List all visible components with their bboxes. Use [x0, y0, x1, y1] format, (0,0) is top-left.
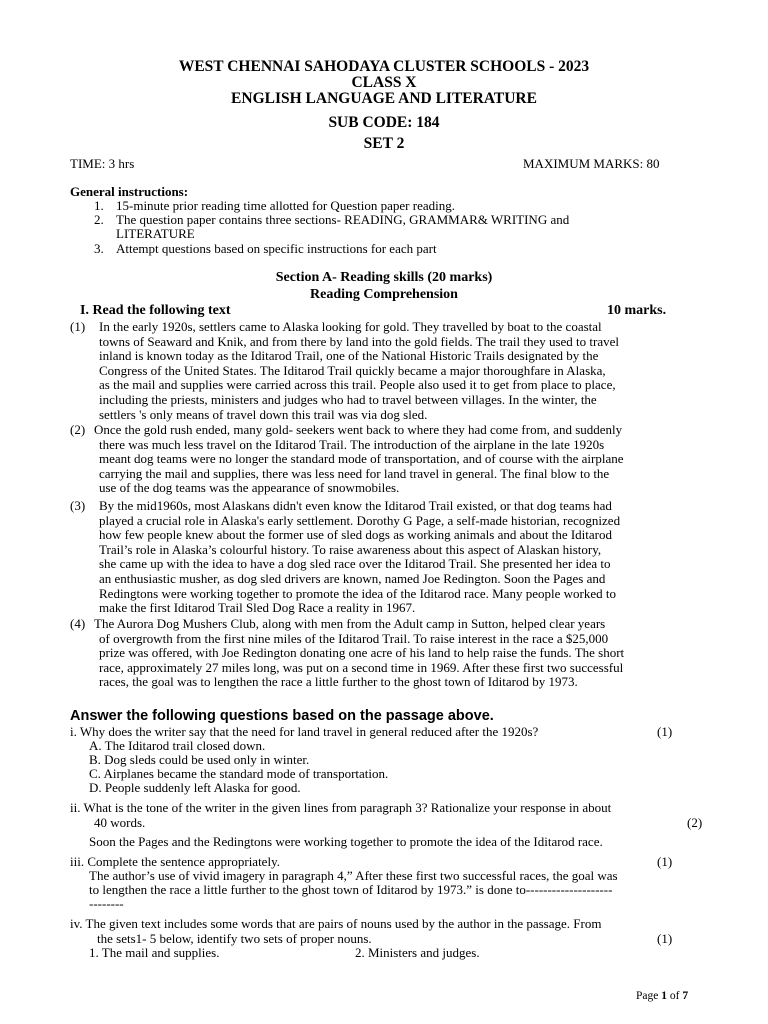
instruction-text: Attempt questions based on specific instructions for each part [116, 241, 437, 256]
instruction-number: 3. [94, 241, 104, 256]
question-iii-sentence: The author’s use of vivid imagery in paragraph 4,” After these first two successful races, the goal was [89, 868, 618, 883]
instruction-number: 1. [94, 198, 104, 213]
page-prefix: Page [636, 990, 659, 1002]
passage-line: an enthusiastic musher, as dog sled drivers are known, named Joe Redington. Soon the Pages and [99, 571, 606, 586]
instruction-item-2 [94, 212, 570, 228]
section-subtitle: Reading Comprehension [310, 287, 458, 302]
question-iv-continued: the sets1- 5 below, identify two sets of proper nouns. [97, 931, 372, 946]
question-ii-continued: 40 words. [94, 815, 146, 830]
passage-line: settlers 's only means of travel down this trail was via dog sled. [99, 406, 428, 422]
passage-line: as the mail and supplies were carried across this trail. People also used it to get from place to place, [99, 377, 616, 393]
subject-title: ENGLISH LANGUAGE AND LITERATURE [231, 90, 537, 107]
question-i-option-b: B. Dog sleds could be used only in winter. [89, 752, 310, 767]
question-ii-quote: Soon the Pages and the Redingtons were working together to promote the idea of the Iditarod race. [89, 834, 603, 849]
paragraph-number: (1) [70, 319, 86, 334]
passage-line: meant dog teams were no longer the standard mode of transportation, and of course with the airplane [99, 451, 624, 467]
passage-line: use of the dog teams was the appearance of snowmobiles. [99, 480, 400, 496]
paragraph-number: (2) [70, 422, 86, 437]
passage-line: races, the goal was to lengthen the race a little further to the ghost town of Iditarod by 1973. [99, 674, 578, 690]
passage-line: Redingtons were working together to promote the idea of the Iditarod race. Many people worked to [99, 585, 616, 601]
passage-line: prize was offered, with Joe Redington donating one acre of his land to help raise the funds. The short [99, 645, 625, 661]
class-title: CLASS X [351, 74, 417, 91]
passage-line: of overgrowth from the first nine miles of the Iditarod Trail. To raise interest in the race a $25,000 [99, 630, 609, 646]
question-iv-option-2: 2. Ministers and judges. [355, 945, 480, 960]
question-iv-option-1: 1. The mail and supplies. [89, 945, 220, 960]
passage-line: In the early 1920s, settlers came to Alaska looking for gold. They travelled by boat to the coastal [99, 319, 602, 334]
question-ii: ii. What is the tone of the writer in the given lines from paragraph 3? Rationalize your response in about [70, 800, 612, 815]
passage-line: towns of Seaward and Knik, and from there by land into the gold fields. The trail they used to travel [99, 333, 619, 349]
time-label: TIME: 3 hrs [70, 156, 135, 171]
question-iii: iii. Complete the sentence appropriately. [70, 854, 280, 869]
passage-line: make the first Iditarod Trail Sled Dog Race a reality in 1967. [99, 600, 416, 616]
question-i-option-a: A. The Iditarod trail closed down. [89, 738, 266, 753]
question-i-option-d: D. People suddenly left Alaska for good. [89, 780, 301, 795]
passage-line: she came up with the idea to have a dog sled race over the Iditarod Trail. She presented her idea to [99, 556, 611, 572]
passage-line: race, approximately 27 miles long, was put on a second time in 1969. After these first two successful [99, 659, 624, 675]
question-iii-marks: (1) [657, 854, 673, 869]
page-total: 7 [682, 990, 689, 1002]
answer-blank: -------- [89, 896, 124, 911]
question-i-marks: (1) [657, 724, 673, 739]
questions-heading: Answer the following questions based on the passage above. [70, 708, 494, 724]
passage-line: Trail’s role in Alaska’s colourful history. To raise awareness about this aspect of Alaskan history, [99, 541, 602, 557]
question-1-label: I. Read the following text [80, 303, 231, 318]
paragraph-number: (4) [70, 616, 86, 631]
passage-line: inland is known today as the Iditarod Trail, one of the National Historic Trails designated by the [99, 348, 599, 364]
passage-line: The Aurora Dog Mushers Club, along with men from the Adult camp in Sutton, helped clear years [94, 616, 606, 631]
instruction-text-continued: LITERATURE [116, 226, 195, 241]
page-current: 1 [661, 990, 667, 1002]
question-iii-sentence-continued: to lengthen the race a little further to the ghost town of Iditarod by 1973.” is done to-------------------- [89, 882, 613, 897]
set-number: SET 2 [363, 135, 405, 152]
passage-line: including the priests, ministers and judges who had to travel between villages. In the winter, the [99, 392, 597, 407]
passage-line: Once the gold rush ended, many gold- seekers went back to where they had come from, and suddenly [94, 422, 623, 437]
passage-line: By the mid1960s, most Alaskans didn't even know the Iditarod Trail existed, or that dog teams had [99, 498, 612, 513]
question-iv-marks: (1) [657, 931, 673, 946]
page-number [636, 990, 688, 1002]
question-i: i. Why does the writer say that the need for land travel in general reduced after the 1920s? [70, 724, 539, 739]
instruction-text: 15-minute prior reading time allotted for Question paper reading. [116, 198, 455, 213]
question-ii-marks: (2) [687, 815, 703, 830]
instructions-title: General instructions: [70, 184, 189, 199]
passage-line: there was much less travel on the Iditarod Trail. The introduction of the airplane in the late 1920s [99, 436, 605, 452]
passage-line: carrying the mail and supplies, there was less need for land travel in general. The final blow to the [99, 465, 610, 481]
question-i-option-c: C. Airplanes became the standard mode of transportation. [89, 766, 389, 781]
paragraph-number: (3) [70, 498, 86, 513]
section-title: Section A- Reading skills (20 marks) [275, 270, 493, 285]
school-title: WEST CHENNAI SAHODAYA CLUSTER SCHOOLS - 2023 [178, 58, 590, 75]
passage-line: played a crucial role in Alaska's early settlement. Dorothy G Page, a self-made historian, recognized [99, 512, 621, 528]
page-of: of [669, 990, 680, 1002]
instruction-item-3 [94, 241, 437, 257]
question-iv: iv. The given text includes some words that are pairs of nouns used by the author in the passage. From [70, 916, 602, 931]
instruction-text: The question paper contains three sections- READING, GRAMMAR& WRITING and [116, 212, 570, 227]
instruction-number: 2. [94, 212, 104, 227]
passage-line: Congress of the United States. The Iditarod Trail quickly became a major thoroughfare in Alaska, [99, 362, 606, 378]
passage-line: how few people knew about the former use of sled dogs as working animals and about the Iditarod [99, 527, 613, 543]
question-1-marks: 10 marks. [607, 303, 667, 318]
max-marks-label: MAXIMUM MARKS: 80 [523, 156, 660, 171]
sub-code: SUB CODE: 184 [328, 114, 440, 131]
